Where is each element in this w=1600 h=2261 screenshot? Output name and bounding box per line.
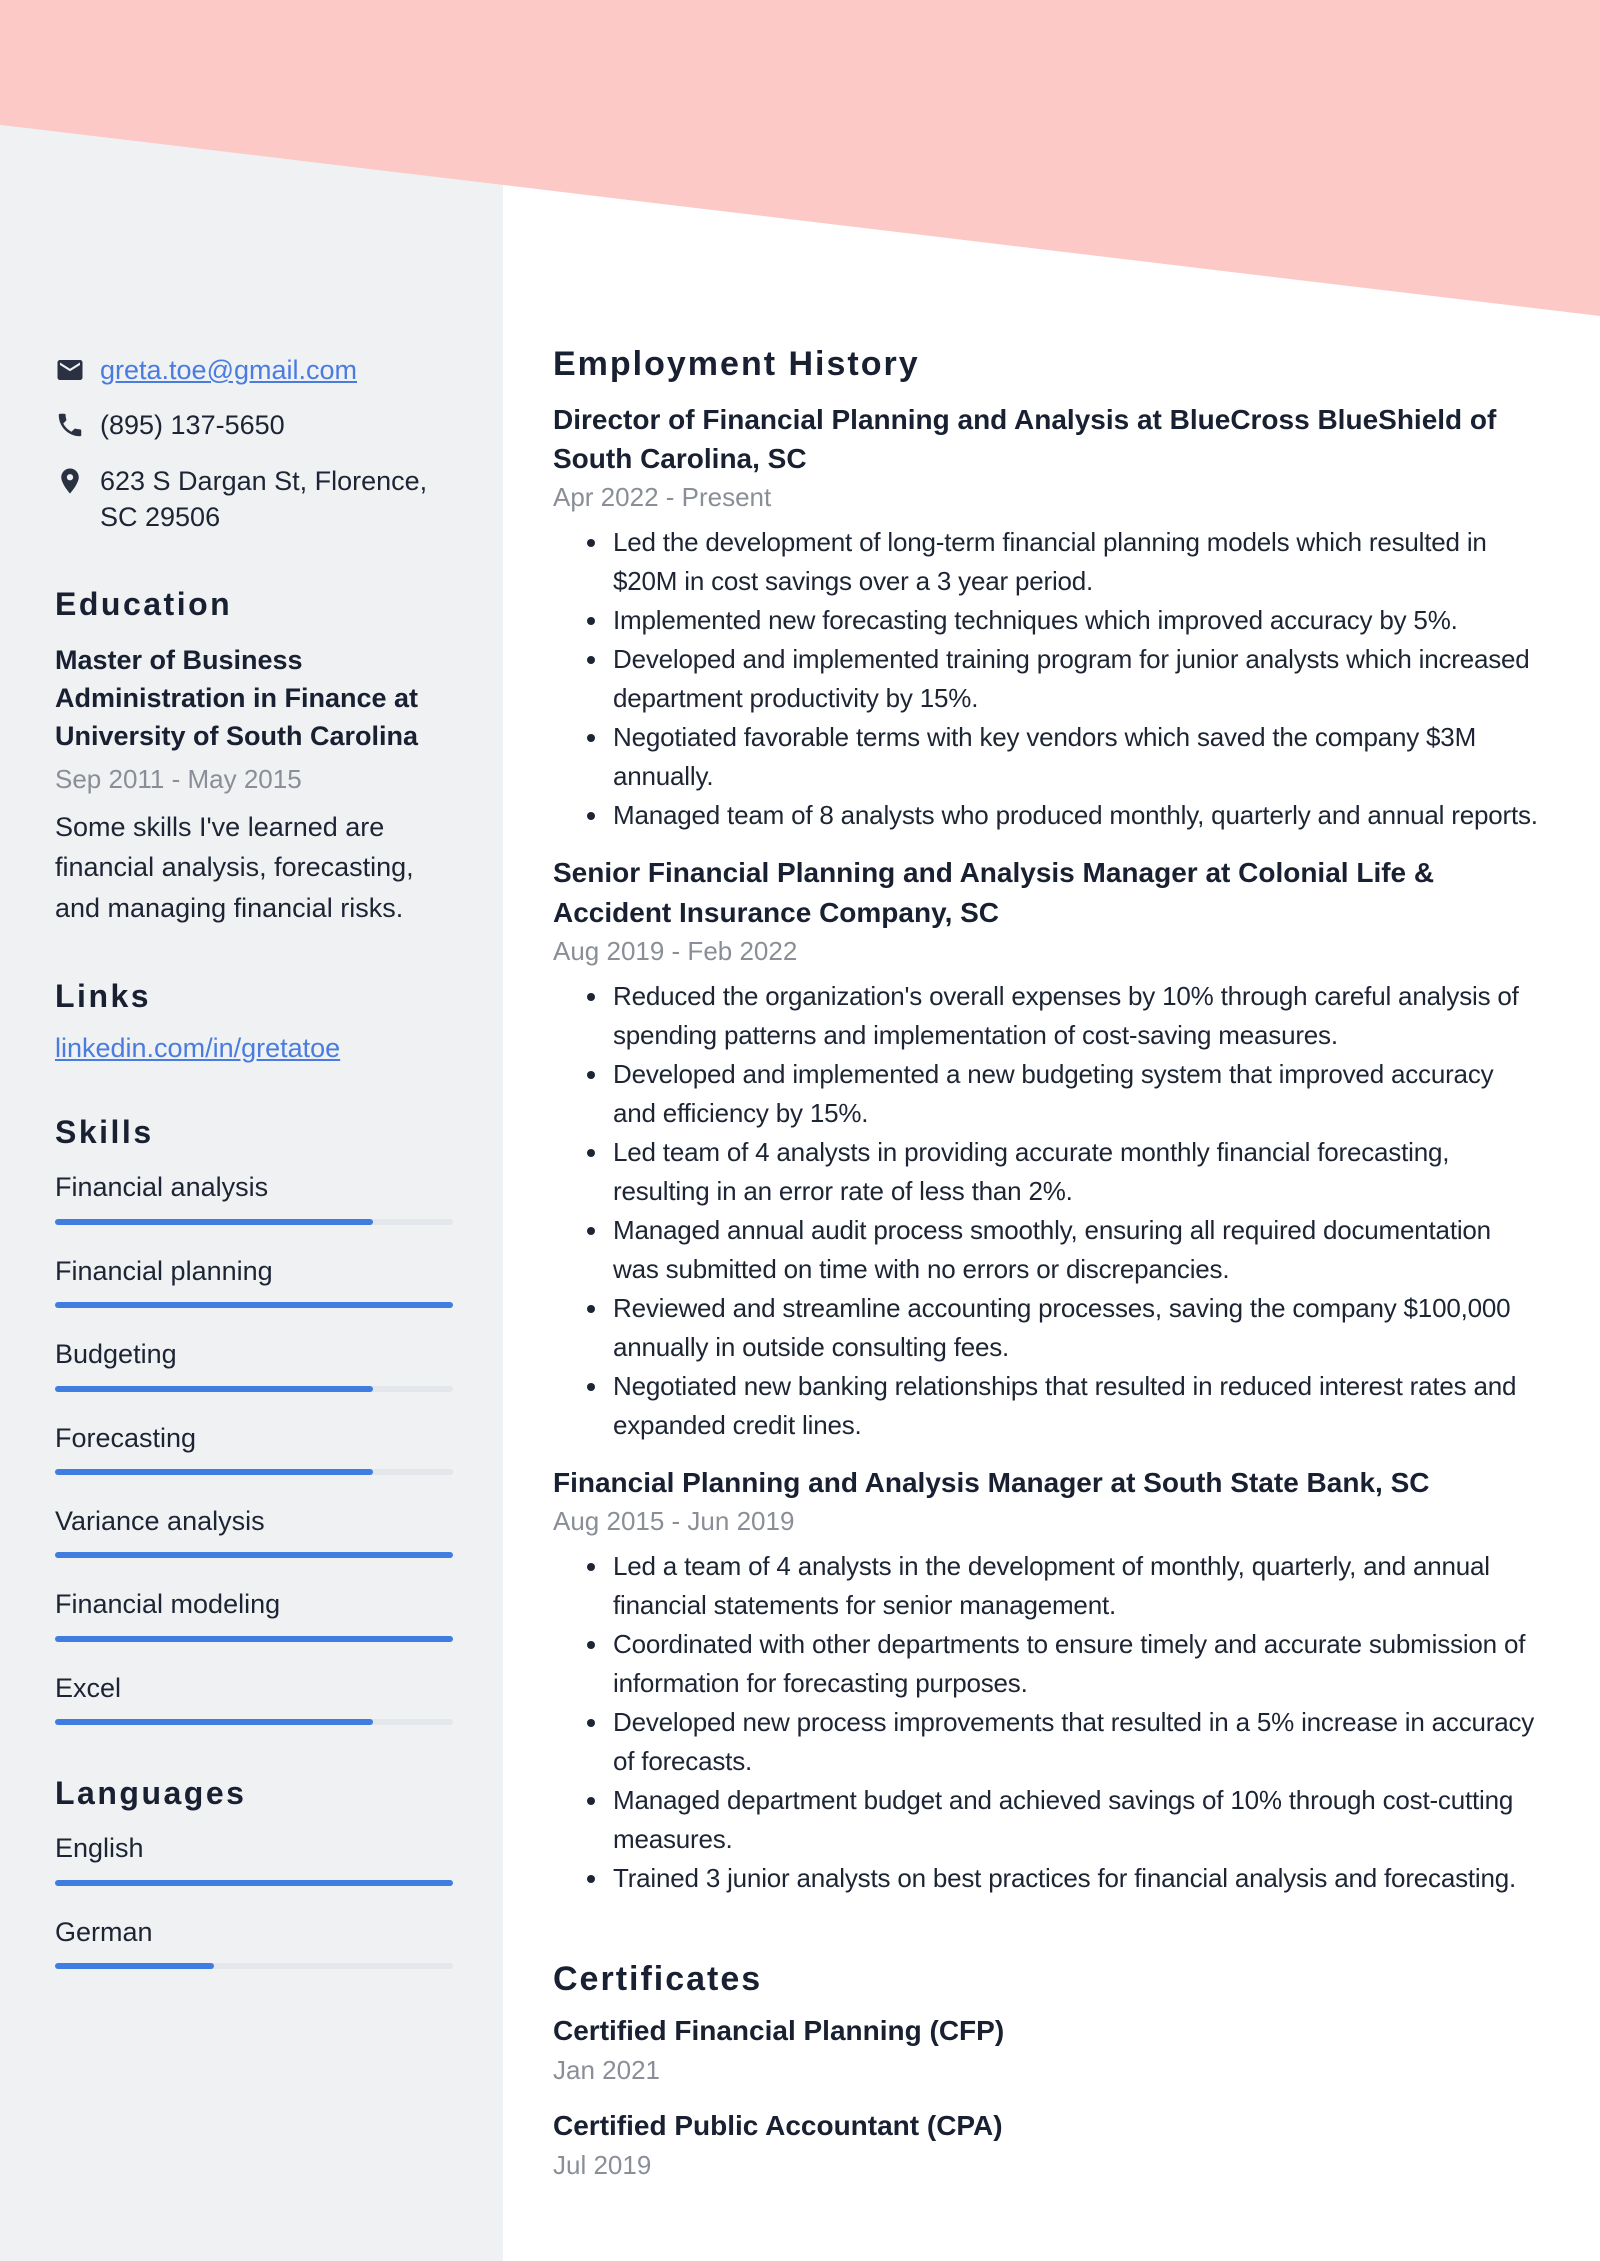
job-bullet: • Developed and implemented training program for junior analysts which increased department productivity by 15%. (610, 640, 1540, 718)
job-bullet: • Reviewed and streamline accounting processes, saving the company $100,000 annually in outside consulting fees. (610, 1289, 1540, 1367)
skill-item-bar-fill (55, 1552, 453, 1558)
contact-address-row (55, 463, 453, 536)
skill-item-bar-track (55, 1386, 453, 1392)
skill-item-label: Variance analysis (55, 1505, 265, 1536)
language-item-label: English (55, 1833, 144, 1864)
certificate-date: Jan 2021 (553, 2054, 660, 2085)
skills-section (55, 1114, 453, 1725)
job-bullet: • Trained 3 junior analysts on best practices for financial analysis and forecasting. (610, 1859, 1540, 1898)
employment-section (553, 345, 1540, 1898)
language-item-bar-fill (55, 1880, 453, 1886)
job-title: Senior Financial Planning and Analysis Manager at Colonial Life & Accident Insurance Company, SC (553, 857, 1435, 928)
job-bullet: • Managed department budget and achieved savings of 10% through cost-cutting measures. (610, 1781, 1540, 1859)
languages-list (55, 1830, 453, 1969)
skills-list (55, 1169, 453, 1725)
job-bullet: • Led a team of 4 analysts in the development of monthly, quarterly, and annual financial statements for senior management. (610, 1547, 1540, 1625)
skill-item-bar-track (55, 1552, 453, 1558)
job-bullet: • Negotiated new banking relationships that resulted in reduced interest rates and expanded credit lines. (610, 1367, 1540, 1445)
job-bullet: • Developed new process improvements that resulted in a 5% increase in accuracy of forecasts. (610, 1703, 1540, 1781)
skill-item-label: Budgeting (55, 1339, 177, 1370)
job-entry (553, 1463, 1540, 1898)
main-content (503, 0, 1600, 2245)
job-entry (553, 853, 1540, 1444)
skill-item (55, 1169, 453, 1224)
skill-item-bar-track (55, 1219, 453, 1225)
envelope-icon (55, 352, 100, 394)
job-bullet: • Implemented new forecasting techniques which improved accuracy by 5%. (610, 601, 1540, 640)
skill-item-bar-fill (55, 1636, 453, 1642)
language-item-bar-track (55, 1963, 453, 1969)
skill-item (55, 1503, 453, 1558)
sidebar (0, 0, 503, 2261)
phone-icon (55, 407, 100, 449)
language-item (55, 1914, 453, 1969)
job-dates: Apr 2022 - Present (553, 482, 772, 513)
skill-item-bar-fill (55, 1719, 373, 1725)
linkedin-link[interactable]: linkedin.com/in/gretatoe (55, 1033, 341, 1064)
skill-item-bar-track (55, 1302, 453, 1308)
job-entry (553, 400, 1540, 835)
job-bullet: • Led team of 4 analysts in providing accurate monthly financial forecasting, resulting in an error rate of less than 2%. (610, 1133, 1540, 1211)
links-section (55, 978, 453, 1064)
job-bullet-list (553, 523, 1540, 835)
job-bullet: • Managed annual audit process smoothly, ensuring all required documentation was submitted on time with no errors or discrepancies. (610, 1211, 1540, 1289)
skill-item-bar-fill (55, 1219, 373, 1225)
certificate-entry (553, 2015, 1540, 2086)
job-bullet: • Coordinated with other departments to ensure timely and accurate submission of information for forecasting purposes. (610, 1625, 1540, 1703)
skill-item-bar-track (55, 1469, 453, 1475)
job-bullet: • Reduced the organization's overall expenses by 10% through careful analysis of spending patterns and implementation of cost-saving measures. (610, 977, 1540, 1055)
certificate-entry (553, 2110, 1540, 2181)
job-bullet: • Led the development of long-term financial planning models which resulted in $20M in cost savings over a 3 year period. (610, 523, 1540, 601)
skill-item-label: Forecasting (55, 1422, 197, 1453)
certificate-title: Certified Public Accountant (CPA) (553, 2109, 1003, 2141)
education-dates: Sep 2011 - May 2015 (55, 763, 302, 794)
education-degree: Master of Business Administration in Finance at University of South Carolina (55, 644, 419, 752)
language-item-label: German (55, 1916, 153, 1947)
certificates-section (553, 1960, 1540, 2181)
languages-heading: Languages (55, 1775, 247, 1812)
location-pin-icon (55, 463, 100, 505)
skill-item-bar-track (55, 1636, 453, 1642)
education-section (55, 586, 453, 928)
skill-item (55, 1253, 453, 1308)
skill-item (55, 1670, 453, 1725)
job-bullet-list (553, 977, 1540, 1445)
contact-list (55, 352, 453, 536)
language-item (55, 1830, 453, 1885)
skill-item-label: Financial analysis (55, 1172, 269, 1203)
skill-item-label: Excel (55, 1672, 122, 1703)
skill-item (55, 1336, 453, 1391)
skill-item (55, 1586, 453, 1641)
job-bullet: • Managed team of 8 analysts who produced monthly, quarterly and annual reports. (610, 796, 1540, 835)
skill-item-bar-fill (55, 1386, 373, 1392)
employment-heading: Employment History (553, 345, 920, 383)
job-title: Financial Planning and Analysis Manager at South State Bank, SC (553, 1466, 1430, 1498)
contact-phone-row (55, 407, 453, 449)
education-heading: Education (55, 585, 233, 622)
skill-item-label: Financial planning (55, 1255, 273, 1286)
email-link[interactable]: greta.toe@gmail.com (100, 355, 358, 385)
certificates-list (553, 2015, 1540, 2181)
certificates-heading: Certificates (553, 1959, 763, 1998)
job-bullet: • Negotiated favorable terms with key vendors which saved the company $3M annually. (610, 718, 1540, 796)
links-heading: Links (55, 978, 152, 1015)
contact-email-row (55, 352, 453, 394)
skill-item-bar-track (55, 1719, 453, 1725)
job-dates: Aug 2015 - Jun 2019 (553, 1505, 795, 1536)
skill-item-label: Financial modeling (55, 1589, 281, 1620)
jobs-list (553, 400, 1540, 1898)
job-title: Director of Financial Planning and Analysis at BlueCross BlueShield of South Carolina, SC (553, 404, 1497, 475)
job-bullet-list (553, 1547, 1540, 1898)
skill-item-bar-fill (55, 1302, 453, 1308)
skills-heading: Skills (55, 1114, 154, 1151)
certificate-title: Certified Financial Planning (CFP) (553, 2014, 1005, 2046)
job-dates: Aug 2019 - Feb 2022 (553, 935, 798, 966)
address-text: 623 S Dargan St, Florence, SC 29506 (100, 465, 428, 533)
phone-number: (895) 137-5650 (100, 410, 285, 441)
education-description: Some skills I've learned are financial analysis, forecasting, and managing financial risks. (55, 811, 414, 923)
skill-item-bar-fill (55, 1469, 373, 1475)
languages-section (55, 1775, 453, 1969)
language-item-bar-fill (55, 1963, 214, 1969)
job-bullet: • Developed and implemented a new budgeting system that improved accuracy and efficiency by 15%. (610, 1055, 1540, 1133)
language-item-bar-track (55, 1880, 453, 1886)
skill-item (55, 1420, 453, 1475)
certificate-date: Jul 2019 (553, 2149, 652, 2180)
